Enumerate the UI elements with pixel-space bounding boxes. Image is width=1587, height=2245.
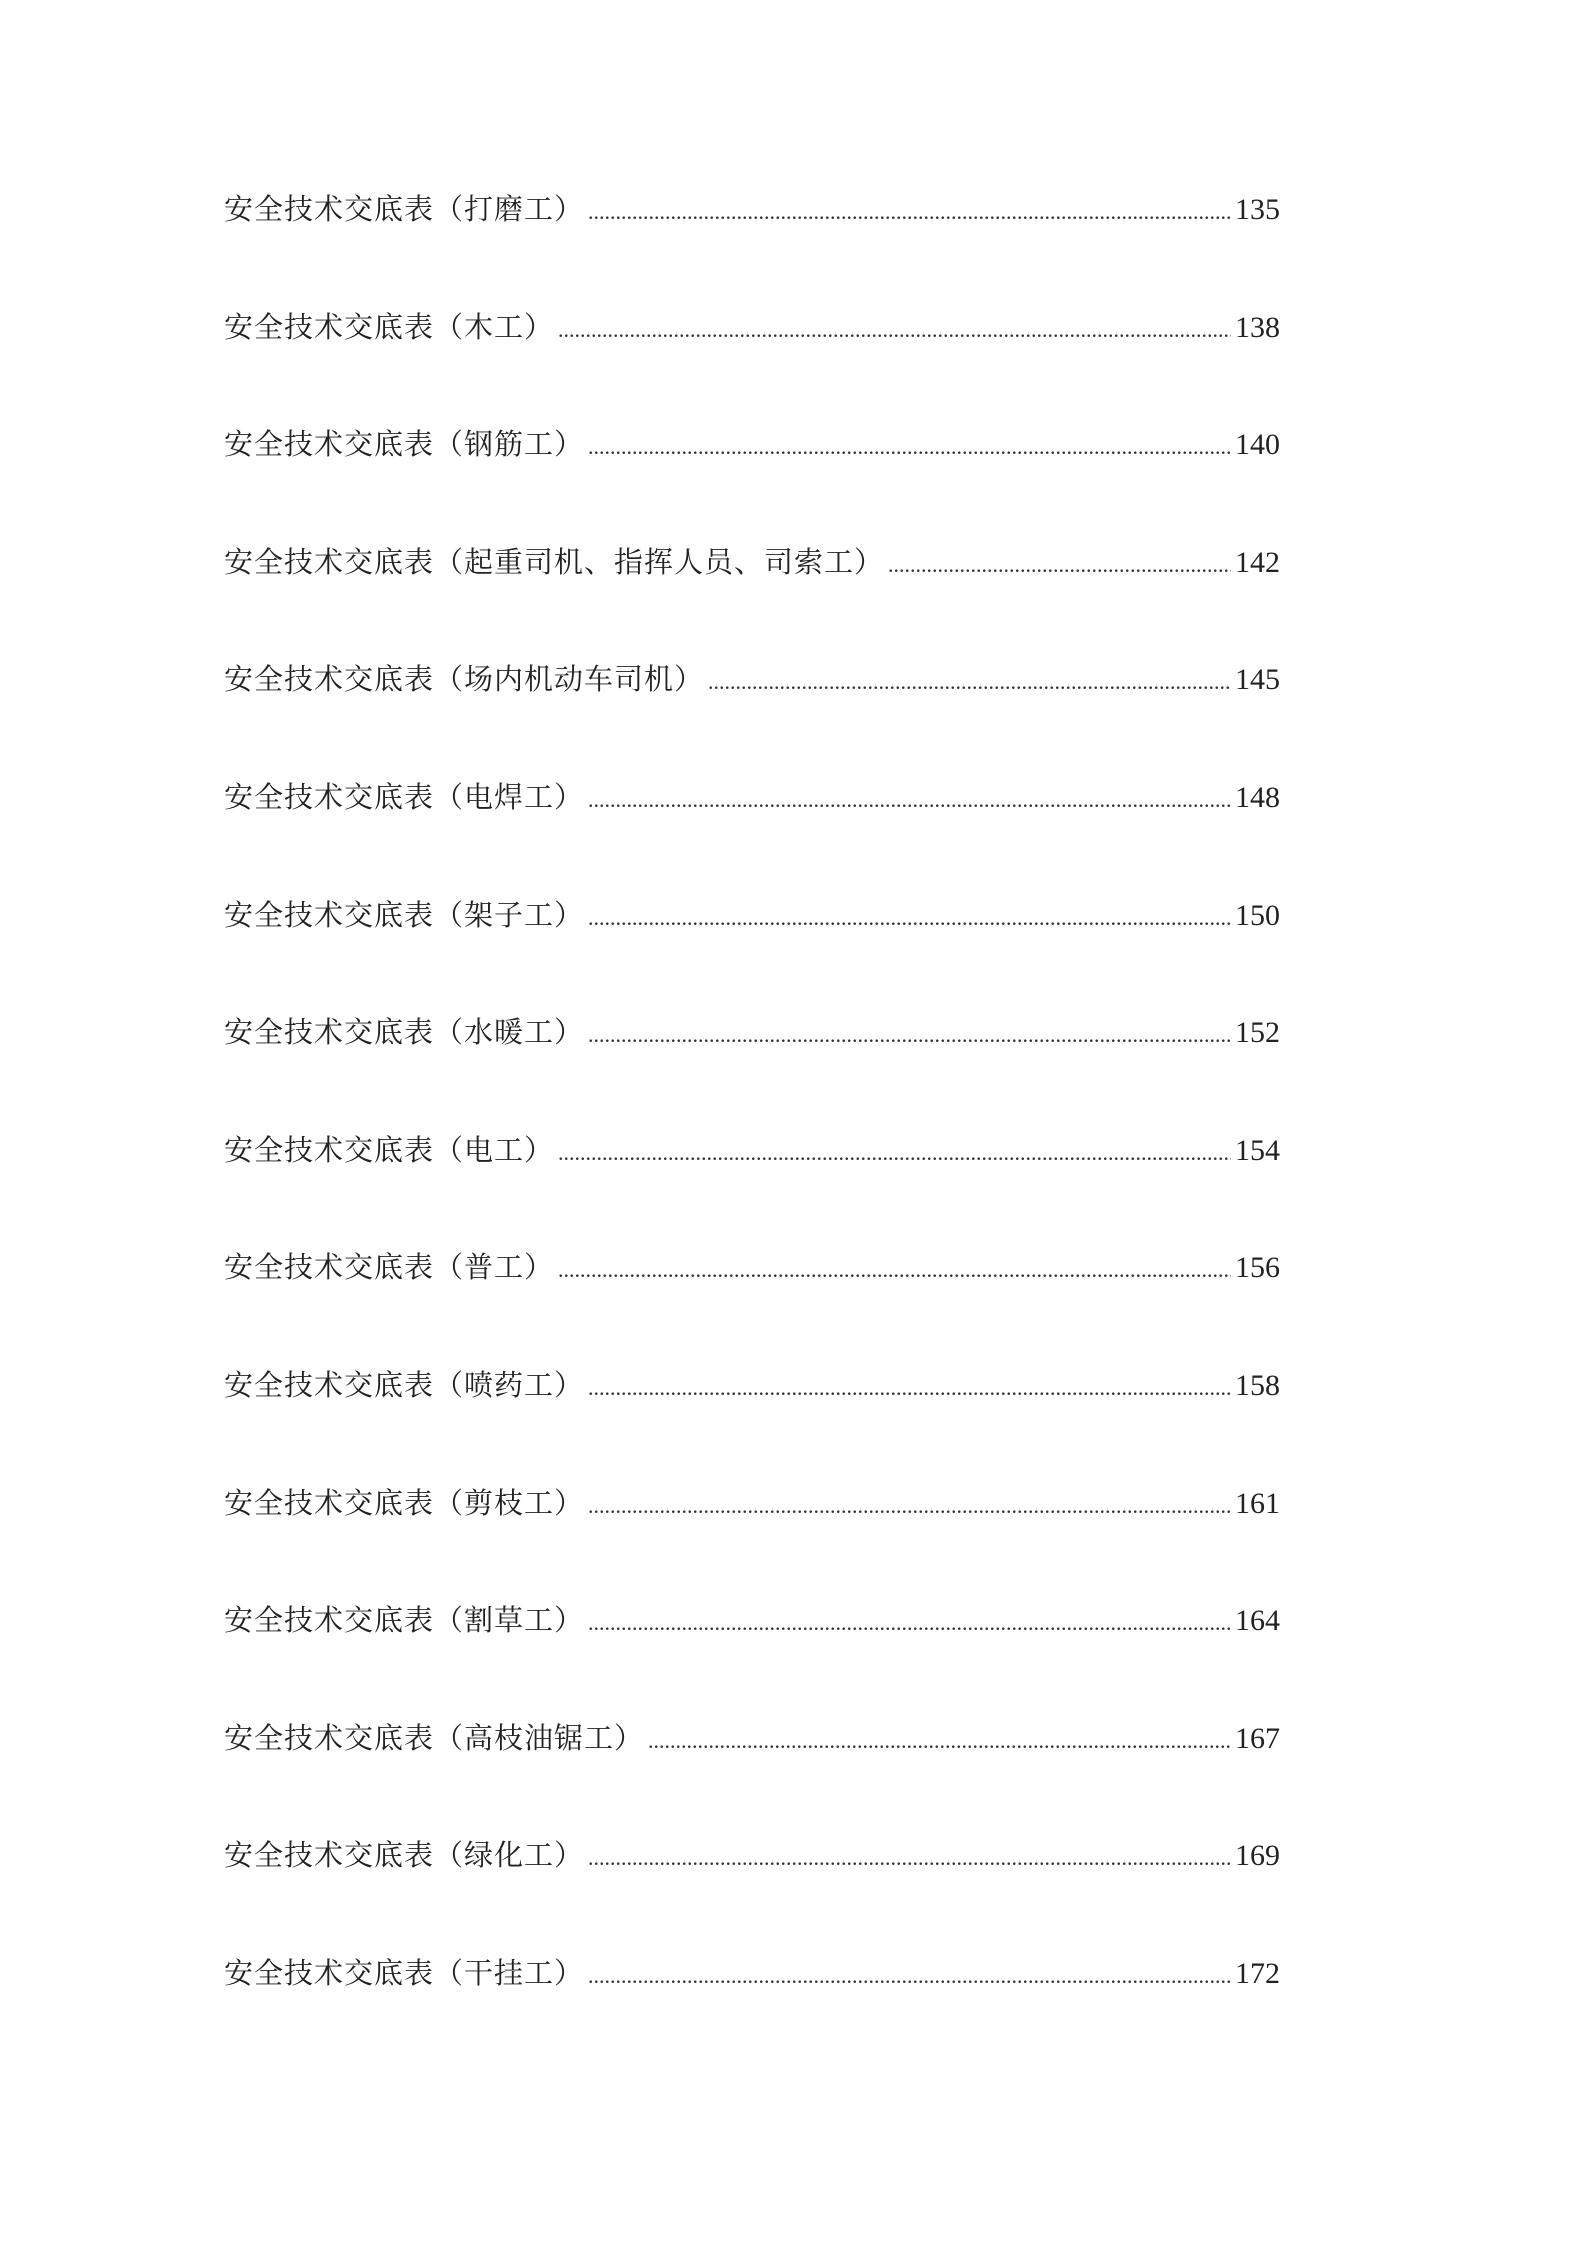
dot-leader — [558, 301, 1231, 359]
toc-entry-page: 148 — [1235, 780, 1280, 814]
toc-entry-title: 安全技术交底表（水暖工） — [224, 1015, 585, 1050]
toc-entry-page: 158 — [1235, 1368, 1280, 1402]
toc-entry-title: 安全技术交底表（起重司机、指挥人员、司索工） — [224, 544, 885, 579]
dot-leader — [588, 418, 1231, 476]
toc-entry-page: 150 — [1235, 898, 1280, 932]
toc-entry-title: 安全技术交底表（钢筋工） — [224, 427, 585, 462]
toc-entry-page: 152 — [1235, 1016, 1280, 1050]
toc-entry[interactable] — [224, 298, 1280, 416]
toc-entry[interactable] — [224, 768, 1280, 886]
dot-leader — [588, 1006, 1231, 1064]
toc-entry-page: 161 — [1235, 1486, 1280, 1520]
toc-entry[interactable] — [224, 650, 1280, 768]
toc-entry-page: 167 — [1235, 1721, 1280, 1755]
toc-entry[interactable] — [224, 886, 1280, 1004]
toc-entry[interactable] — [224, 533, 1280, 651]
toc-entry[interactable] — [224, 1826, 1280, 1944]
dot-leader — [588, 1947, 1231, 2005]
toc-entry-title: 安全技术交底表（高枝油锯工） — [224, 1720, 645, 1755]
toc-entry-title: 安全技术交底表（割草工） — [224, 1603, 585, 1638]
dot-leader — [588, 183, 1231, 241]
dot-leader — [588, 1829, 1231, 1887]
toc-entry-title: 安全技术交底表（绿化工） — [224, 1838, 585, 1873]
dot-leader — [588, 1477, 1231, 1535]
toc-entry-title: 安全技术交底表（喷药工） — [224, 1367, 585, 1402]
toc-entry[interactable] — [224, 1121, 1280, 1239]
toc-entry[interactable] — [224, 1944, 1280, 2062]
dot-leader — [588, 889, 1231, 947]
dot-leader — [558, 1124, 1231, 1182]
dot-leader — [708, 653, 1231, 711]
toc-entry[interactable] — [224, 415, 1280, 533]
toc-entry[interactable] — [224, 180, 1280, 298]
toc-entry[interactable] — [224, 1003, 1280, 1121]
toc-entry-page: 156 — [1235, 1251, 1280, 1285]
toc-entry[interactable] — [224, 1474, 1280, 1592]
dot-leader — [888, 536, 1231, 594]
table-of-contents — [224, 180, 1280, 2062]
dot-leader — [588, 1594, 1231, 1652]
toc-entry-page: 138 — [1235, 310, 1280, 344]
toc-entry[interactable] — [224, 1591, 1280, 1709]
dot-leader — [588, 771, 1231, 829]
toc-entry-page: 169 — [1235, 1839, 1280, 1873]
toc-entry-title: 安全技术交底表（电工） — [224, 1132, 555, 1167]
toc-entry-page: 154 — [1235, 1133, 1280, 1167]
toc-entry-page: 172 — [1235, 1956, 1280, 1990]
toc-entry-title: 安全技术交底表（木工） — [224, 309, 555, 344]
toc-entry-title: 安全技术交底表（剪枝工） — [224, 1485, 585, 1520]
toc-entry-title: 安全技术交底表（电焊工） — [224, 779, 585, 814]
toc-entry[interactable] — [224, 1238, 1280, 1356]
toc-entry-page: 164 — [1235, 1604, 1280, 1638]
toc-entry-title: 安全技术交底表（干挂工） — [224, 1955, 585, 1990]
toc-entry-page: 145 — [1235, 663, 1280, 697]
dot-leader — [648, 1712, 1231, 1770]
toc-entry-page: 135 — [1235, 193, 1280, 226]
toc-entry[interactable] — [224, 1356, 1280, 1474]
toc-entry-title: 安全技术交底表（场内机动车司机） — [224, 662, 705, 697]
dot-leader — [588, 1359, 1231, 1417]
toc-entry-title: 安全技术交底表（架子工） — [224, 897, 585, 932]
toc-entry-title: 安全技术交底表（打磨工） — [224, 192, 585, 226]
toc-entry[interactable] — [224, 1709, 1280, 1827]
toc-entry-title: 安全技术交底表（普工） — [224, 1250, 555, 1285]
dot-leader — [558, 1241, 1231, 1299]
toc-entry-page: 140 — [1235, 428, 1280, 462]
toc-entry-page: 142 — [1235, 545, 1280, 579]
